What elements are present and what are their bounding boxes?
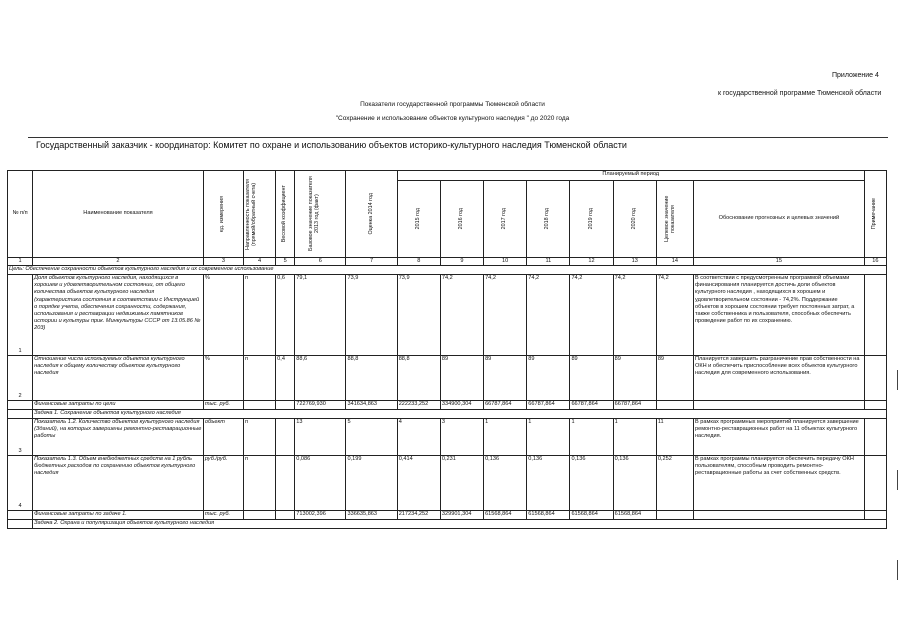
y2017-cell: 66787,864 bbox=[484, 401, 527, 410]
weight-cell bbox=[276, 456, 295, 511]
header-rule bbox=[28, 137, 888, 138]
col-target-header: Целевое значение показателя bbox=[656, 181, 693, 258]
note-cell bbox=[864, 419, 886, 456]
row-number: 1 bbox=[8, 275, 33, 356]
est2014-cell: 0,199 bbox=[346, 456, 397, 511]
target-cell: 0,252 bbox=[656, 456, 693, 511]
row-number: 3 bbox=[8, 419, 33, 456]
y2020-cell: 66787,864 bbox=[613, 401, 656, 410]
empty-cell bbox=[276, 401, 295, 410]
y2020-cell: 1 bbox=[613, 419, 656, 456]
y2017-cell: 89 bbox=[484, 356, 527, 401]
weight-cell: 0,4 bbox=[276, 356, 295, 401]
y2015-cell: 0,414 bbox=[397, 456, 440, 511]
est2014-cell: 73,9 bbox=[346, 275, 397, 356]
y2017-cell: 1 bbox=[484, 419, 527, 456]
est2014-cell: 5 bbox=[346, 419, 397, 456]
base-cell: 13 bbox=[295, 419, 346, 456]
col-note-header: Примечание bbox=[864, 171, 886, 258]
y2018-cell: 89 bbox=[527, 356, 570, 401]
col-number: 13 bbox=[613, 258, 656, 266]
col-number: 7 bbox=[346, 258, 397, 266]
goal-row bbox=[8, 266, 887, 275]
empty-cell bbox=[8, 410, 33, 419]
financial-task1-row bbox=[8, 511, 887, 520]
col-number: 6 bbox=[295, 258, 346, 266]
target-cell: 74,2 bbox=[656, 275, 693, 356]
direction-cell: п bbox=[244, 419, 276, 456]
task2-row bbox=[8, 520, 887, 529]
col-2020-header: 2020 год bbox=[613, 181, 656, 258]
direction-cell: п bbox=[244, 456, 276, 511]
y2015-cell: 73,9 bbox=[397, 275, 440, 356]
weight-cell bbox=[276, 419, 295, 456]
col-number: 2 bbox=[33, 258, 204, 266]
base-cell: 722769,930 bbox=[295, 401, 346, 410]
col-unit-header: ед. измерения bbox=[203, 171, 243, 258]
y2020-cell: 89 bbox=[613, 356, 656, 401]
y2016-cell: 74,2 bbox=[440, 275, 483, 356]
goal-text: Цель: Обеспечение сохранности объектов культурного наследия и их современное использование bbox=[8, 266, 887, 275]
indicator-name: Доля объектов культурного наследия, находящихся в хорошем и удовлетворительном состоянии, от общего количества объектов культурного наследия (характеристика состояния в соответствии с Инструкцией о порядке учета, обеспечения сохранности, содержания, использования и реставрации недвижимых памятников истории и культуры прик. Минкультуры СССР от 13.05.86 № 203) bbox=[33, 275, 204, 356]
table-row bbox=[8, 275, 887, 356]
y2017-cell: 74,2 bbox=[484, 275, 527, 356]
y2018-cell: 1 bbox=[527, 419, 570, 456]
y2019-cell: 74,2 bbox=[570, 275, 613, 356]
rationale-cell: В рамках программных мероприятий планируется завершение ремонтно-реставрационных работ на 11 объектах культурного наследия. bbox=[693, 419, 864, 456]
col-2016-header: 2016 год bbox=[440, 181, 483, 258]
empty-cell bbox=[656, 401, 693, 410]
target-cell: 89 bbox=[656, 356, 693, 401]
col-est2014-header: Оценка 2014 год bbox=[346, 171, 397, 258]
y2016-cell: 329901,304 bbox=[440, 511, 483, 520]
col-num-header: № п/п bbox=[8, 171, 33, 258]
appendix-label: Приложение 4 bbox=[832, 72, 879, 79]
col-number: 15 bbox=[693, 258, 864, 266]
empty-cell bbox=[8, 520, 33, 529]
note-cell bbox=[864, 356, 886, 401]
base-cell: 0,086 bbox=[295, 456, 346, 511]
direction-cell: п bbox=[244, 275, 276, 356]
empty-cell bbox=[8, 511, 33, 520]
base-cell: 88,6 bbox=[295, 356, 346, 401]
indicator-name: Показатель 1.3. Объем внебюджетных средств на 1 рубль бюджетных расходов по сохранению объектов культурного наследия bbox=[33, 456, 204, 511]
base-cell: 79,1 bbox=[295, 275, 346, 356]
row-number: 4 bbox=[8, 456, 33, 511]
col-direction-header: Направленность показателя (прямой/обратный счета) bbox=[244, 171, 276, 258]
y2017-cell: 0,136 bbox=[484, 456, 527, 511]
table-row bbox=[8, 456, 887, 511]
col-number: 16 bbox=[864, 258, 886, 266]
column-numbers-row bbox=[8, 258, 887, 266]
page-edge-mark bbox=[897, 370, 898, 390]
y2016-cell: 3 bbox=[440, 419, 483, 456]
est2014-cell: 88,8 bbox=[346, 356, 397, 401]
document-title-line2: "Сохранение и использование объектов культурного наследия " до 2020 года bbox=[335, 115, 570, 122]
y2018-cell: 66787,864 bbox=[527, 401, 570, 410]
y2020-cell: 74,2 bbox=[613, 275, 656, 356]
header-row-top bbox=[8, 171, 887, 181]
col-number: 4 bbox=[244, 258, 276, 266]
financial-label: Финансовые затраты по цели bbox=[33, 401, 204, 410]
y2018-cell: 0,136 bbox=[527, 456, 570, 511]
rationale-cell: В рамках программы планируется обеспечить передачу ОКН пользователям, способным проводить ремонтно-реставрационные работы за счет собственных средств. bbox=[693, 456, 864, 511]
indicator-name: Показатель 1.2. Количество объектов культурного наследия (Зданий), на которых завершены ремонтно-реставрационные работы bbox=[33, 419, 204, 456]
est2014-cell: 341634,863 bbox=[346, 401, 397, 410]
y2019-cell: 0,136 bbox=[570, 456, 613, 511]
task2-text: Задача 2. Охрана и популяризация объектов культурного наследия bbox=[33, 520, 887, 529]
y2020-cell: 0,136 bbox=[613, 456, 656, 511]
base-cell: 713002,396 bbox=[295, 511, 346, 520]
empty-cell bbox=[8, 401, 33, 410]
y2018-cell: 74,2 bbox=[527, 275, 570, 356]
est2014-cell: 336635,863 bbox=[346, 511, 397, 520]
empty-cell bbox=[693, 401, 864, 410]
y2019-cell: 61568,864 bbox=[570, 511, 613, 520]
empty-cell bbox=[244, 511, 276, 520]
y2019-cell: 1 bbox=[570, 419, 613, 456]
y2017-cell: 61568,864 bbox=[484, 511, 527, 520]
target-cell: 11 bbox=[656, 419, 693, 456]
page-edge-mark bbox=[897, 560, 898, 580]
rationale-cell: В соответствии с предусмотренным программой объемами финансирования планируется достичь доли объектов культурного наследия , находящихся в хорошем и удовлетворительном состоянии - 74,2%. Поддержание объектов в хорошем состоянии требует постоянных затрат, а также собственника и пользователя, способных обеспечить проведение работ по их сохранению. bbox=[693, 275, 864, 356]
unit-cell: тыс. руб. bbox=[203, 401, 243, 410]
empty-cell bbox=[276, 511, 295, 520]
financial-goal-row bbox=[8, 401, 887, 410]
y2018-cell: 61568,864 bbox=[527, 511, 570, 520]
empty-cell bbox=[244, 401, 276, 410]
page-edge-mark bbox=[897, 470, 898, 490]
col-number: 3 bbox=[203, 258, 243, 266]
direction-cell: п bbox=[244, 356, 276, 401]
col-2019-header: 2019 год bbox=[570, 181, 613, 258]
unit-cell: объект bbox=[203, 419, 243, 456]
col-number: 8 bbox=[397, 258, 440, 266]
indicator-name: Отношение числа используемых объектов культурного наследия к общему количеству объектов культурного наследия bbox=[33, 356, 204, 401]
unit-cell: руб./руб. bbox=[203, 456, 243, 511]
col-number: 5 bbox=[276, 258, 295, 266]
col-number: 9 bbox=[440, 258, 483, 266]
empty-cell bbox=[656, 511, 693, 520]
y2020-cell: 61568,864 bbox=[613, 511, 656, 520]
unit-cell: % bbox=[203, 356, 243, 401]
y2015-cell: 88,8 bbox=[397, 356, 440, 401]
table-row bbox=[8, 419, 887, 456]
empty-cell bbox=[693, 511, 864, 520]
y2015-cell: 217234,252 bbox=[397, 511, 440, 520]
y2015-cell: 222233,252 bbox=[397, 401, 440, 410]
rationale-cell: Планируется завершить разграничение прав собственности на ОКН и обеспечить приспособление всех объектов культурного наследия для современного использования. bbox=[693, 356, 864, 401]
col-number: 14 bbox=[656, 258, 693, 266]
y2019-cell: 89 bbox=[570, 356, 613, 401]
col-2017-header: 2017 год bbox=[484, 181, 527, 258]
col-name-header: Наименование показателя bbox=[33, 171, 204, 258]
empty-cell bbox=[864, 401, 886, 410]
row-number: 2 bbox=[8, 356, 33, 401]
program-reference: к государственной программе Тюменской области bbox=[718, 90, 882, 97]
unit-cell: тыс. руб. bbox=[203, 511, 243, 520]
y2015-cell: 4 bbox=[397, 419, 440, 456]
table-row bbox=[8, 356, 887, 401]
col-rationale-header: Обоснование прогнозных и целевых значений bbox=[693, 181, 864, 258]
empty-cell bbox=[864, 511, 886, 520]
task1-row bbox=[8, 410, 887, 419]
col-base-header: Базовое значение показателя 2013 год (факт) bbox=[295, 171, 346, 258]
planned-period-header: Планируемый период bbox=[397, 171, 864, 181]
y2016-cell: 89 bbox=[440, 356, 483, 401]
col-number: 12 bbox=[570, 258, 613, 266]
y2019-cell: 66787,864 bbox=[570, 401, 613, 410]
col-number: 10 bbox=[484, 258, 527, 266]
col-2015-header: 2015 год bbox=[397, 181, 440, 258]
y2016-cell: 0,231 bbox=[440, 456, 483, 511]
note-cell bbox=[864, 275, 886, 356]
col-number: 11 bbox=[527, 258, 570, 266]
col-number: 1 bbox=[8, 258, 33, 266]
state-customer: Государственный заказчик - координатор: Комитет по охране и использованию объектов историко-культурного наследия Тюменской области bbox=[36, 140, 627, 150]
weight-cell: 0,6 bbox=[276, 275, 295, 356]
indicators-table bbox=[7, 170, 887, 529]
task1-text: Задача 1. Сохранение объектов культурного наследия bbox=[33, 410, 887, 419]
col-weight-header: Весовой коэффициент bbox=[276, 171, 295, 258]
y2016-cell: 334900,304 bbox=[440, 401, 483, 410]
document-title-line1: Показатели государственной программы Тюменской области bbox=[360, 101, 545, 108]
col-2018-header: 2018 год bbox=[527, 181, 570, 258]
note-cell bbox=[864, 456, 886, 511]
financial-label: Финансовые затраты по задаче 1. bbox=[33, 511, 204, 520]
unit-cell: % bbox=[203, 275, 243, 356]
